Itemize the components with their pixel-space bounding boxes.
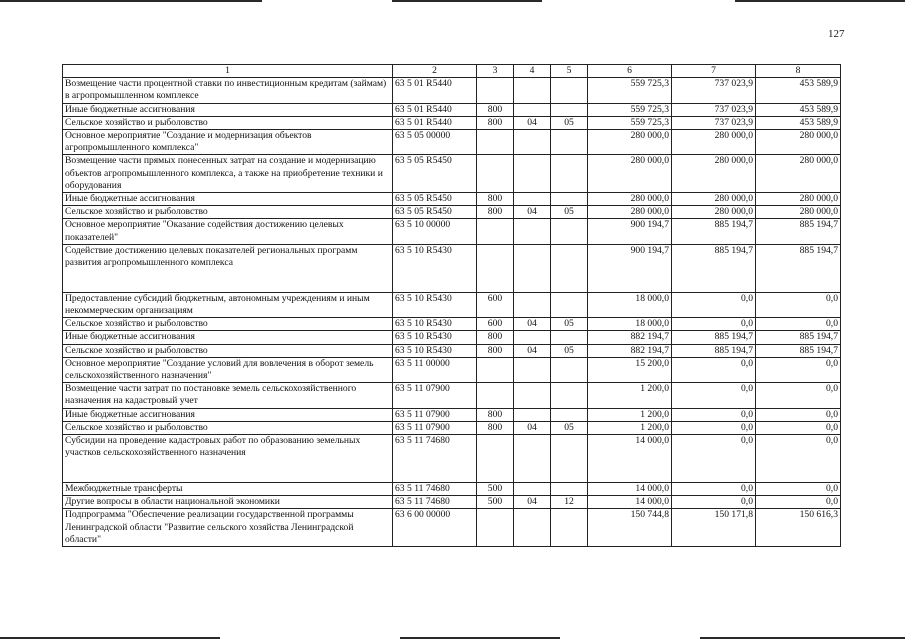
- row-section: [514, 435, 551, 483]
- row-amount-year2: 280 000,0: [672, 130, 756, 155]
- row-amount-year3: 885 194,7: [756, 331, 841, 344]
- row-section: [514, 331, 551, 344]
- row-amount-year3: 280 000,0: [756, 193, 841, 206]
- row-code: 63 5 05 00000: [393, 130, 477, 155]
- row-section: [514, 219, 551, 244]
- row-name: Сельское хозяйство и рыболовство: [63, 421, 393, 434]
- row-code: 63 5 05 R5450: [393, 193, 477, 206]
- row-amount-year1: 280 000,0: [588, 130, 672, 155]
- row-section: [514, 483, 551, 496]
- row-expense-type: [477, 244, 514, 292]
- row-section: 04: [514, 206, 551, 219]
- row-amount-year3: 453 589,9: [756, 116, 841, 129]
- row-code: 63 5 11 74680: [393, 435, 477, 483]
- row-amount-year1: 559 725,3: [588, 103, 672, 116]
- row-code: 63 5 10 R5430: [393, 344, 477, 357]
- table-row: [63, 78, 841, 103]
- row-name: Другие вопросы в области национальной экономики: [63, 496, 393, 509]
- row-expense-type: [477, 219, 514, 244]
- row-section: [514, 155, 551, 193]
- row-expense-type: 800: [477, 331, 514, 344]
- row-amount-year3: 150 616,3: [756, 509, 841, 547]
- row-expense-type: 800: [477, 116, 514, 129]
- row-code: 63 5 11 07900: [393, 421, 477, 434]
- table-row: [63, 483, 841, 496]
- row-amount-year1: 1 200,0: [588, 408, 672, 421]
- row-section: [514, 357, 551, 382]
- row-amount-year2: 885 194,7: [672, 344, 756, 357]
- row-subsection: [551, 193, 588, 206]
- row-code: 63 5 10 R5430: [393, 331, 477, 344]
- col-header-4: 4: [514, 65, 551, 78]
- scan-line-top-right: [735, 0, 905, 2]
- row-section: [514, 509, 551, 547]
- row-amount-year3: 0,0: [756, 383, 841, 408]
- row-name: Подпрограмма "Обеспечение реализации государственной программы Ленинградской области "Развитие сельского хозяйства Ленинградской области": [63, 509, 393, 547]
- row-subsection: [551, 331, 588, 344]
- row-name: Основное мероприятие "Создание и модернизация объектов агропромышленного комплекса": [63, 130, 393, 155]
- row-name: Иные бюджетные ассигнования: [63, 193, 393, 206]
- row-expense-type: 500: [477, 496, 514, 509]
- table-row: [63, 193, 841, 206]
- row-amount-year1: 1 200,0: [588, 383, 672, 408]
- row-subsection: [551, 78, 588, 103]
- row-amount-year2: 0,0: [672, 292, 756, 317]
- row-amount-year1: 280 000,0: [588, 206, 672, 219]
- row-amount-year1: 882 194,7: [588, 331, 672, 344]
- scan-line-bottom-mid: [400, 637, 560, 639]
- row-expense-type: [477, 130, 514, 155]
- row-name: Возмещение части прямых понесенных затрат на создание и модернизацию объектов агропромышленного комплекса, а также на приобретение техники и оборудования: [63, 155, 393, 193]
- row-amount-year3: 453 589,9: [756, 103, 841, 116]
- row-amount-year2: 280 000,0: [672, 206, 756, 219]
- row-subsection: [551, 103, 588, 116]
- row-amount-year2: 280 000,0: [672, 193, 756, 206]
- row-name: Сельское хозяйство и рыболовство: [63, 344, 393, 357]
- table-row: [63, 206, 841, 219]
- table-row: [63, 219, 841, 244]
- row-amount-year2: 0,0: [672, 421, 756, 434]
- row-name: Сельское хозяйство и рыболовство: [63, 116, 393, 129]
- col-header-1: 1: [63, 65, 393, 78]
- table-row: [63, 331, 841, 344]
- row-amount-year2: 0,0: [672, 383, 756, 408]
- row-code: 63 5 10 R5430: [393, 318, 477, 331]
- scan-line-bottom-left: [0, 637, 220, 639]
- table-row: [63, 292, 841, 317]
- row-section: [514, 292, 551, 317]
- row-amount-year1: 150 744,8: [588, 509, 672, 547]
- row-expense-type: [477, 383, 514, 408]
- row-amount-year2: 280 000,0: [672, 155, 756, 193]
- row-expense-type: 800: [477, 421, 514, 434]
- row-subsection: [551, 130, 588, 155]
- row-subsection: [551, 357, 588, 382]
- row-code: 63 5 05 R5450: [393, 155, 477, 193]
- row-code: 63 5 10 R5430: [393, 292, 477, 317]
- row-subsection: [551, 155, 588, 193]
- table-row: [63, 496, 841, 509]
- row-section: 04: [514, 116, 551, 129]
- row-amount-year3: 0,0: [756, 496, 841, 509]
- row-code: 63 5 11 07900: [393, 408, 477, 421]
- row-amount-year2: 0,0: [672, 357, 756, 382]
- row-amount-year1: 900 194,7: [588, 219, 672, 244]
- row-amount-year3: 0,0: [756, 292, 841, 317]
- scan-line-bottom-right: [700, 637, 905, 639]
- row-expense-type: [477, 155, 514, 193]
- row-code: 63 5 05 R5450: [393, 206, 477, 219]
- scan-line-top-left: [0, 0, 262, 2]
- row-name: Основное мероприятие "Оказание содействия достижению целевых показателей": [63, 219, 393, 244]
- row-code: 63 5 11 00000: [393, 357, 477, 382]
- row-code: 63 6 00 00000: [393, 509, 477, 547]
- row-amount-year3: 0,0: [756, 483, 841, 496]
- table-row: [63, 408, 841, 421]
- row-amount-year3: 885 194,7: [756, 244, 841, 292]
- row-amount-year3: 280 000,0: [756, 130, 841, 155]
- row-expense-type: [477, 509, 514, 547]
- row-section: 04: [514, 318, 551, 331]
- row-section: [514, 130, 551, 155]
- row-name: Сельское хозяйство и рыболовство: [63, 318, 393, 331]
- table-row: [63, 244, 841, 292]
- table-row: [63, 435, 841, 483]
- row-subsection: [551, 435, 588, 483]
- row-amount-year2: 150 171,8: [672, 509, 756, 547]
- row-expense-type: 800: [477, 408, 514, 421]
- row-amount-year1: 1 200,0: [588, 421, 672, 434]
- row-amount-year2: 885 194,7: [672, 244, 756, 292]
- row-amount-year3: 280 000,0: [756, 155, 841, 193]
- row-name: Предоставление субсидий бюджетным, автономным учреждениям и иным некоммерческим организациям: [63, 292, 393, 317]
- row-name: Возмещение части затрат по постановке земель сельскохозяйственного назначения на кадастровый учет: [63, 383, 393, 408]
- table-row: [63, 103, 841, 116]
- col-header-7: 7: [672, 65, 756, 78]
- row-expense-type: 800: [477, 103, 514, 116]
- row-expense-type: 500: [477, 483, 514, 496]
- row-amount-year3: 0,0: [756, 421, 841, 434]
- row-name: Сельское хозяйство и рыболовство: [63, 206, 393, 219]
- row-amount-year2: 885 194,7: [672, 219, 756, 244]
- col-header-8: 8: [756, 65, 841, 78]
- table-row: [63, 421, 841, 434]
- row-subsection: [551, 244, 588, 292]
- row-subsection: [551, 509, 588, 547]
- row-subsection: [551, 219, 588, 244]
- row-subsection: 05: [551, 421, 588, 434]
- row-section: [514, 383, 551, 408]
- row-amount-year3: 453 589,9: [756, 78, 841, 103]
- row-name: Иные бюджетные ассигнования: [63, 331, 393, 344]
- row-expense-type: 600: [477, 318, 514, 331]
- row-code: 63 5 10 R5430: [393, 244, 477, 292]
- row-expense-type: 800: [477, 344, 514, 357]
- row-subsection: [551, 292, 588, 317]
- row-subsection: 12: [551, 496, 588, 509]
- table-body: [63, 78, 841, 547]
- row-amount-year1: 14 000,0: [588, 496, 672, 509]
- row-amount-year1: 280 000,0: [588, 155, 672, 193]
- row-amount-year3: 0,0: [756, 408, 841, 421]
- row-name: Основное мероприятие "Создание условий для вовлечения в оборот земель сельскохозяйственного назначения": [63, 357, 393, 382]
- col-header-6: 6: [588, 65, 672, 78]
- row-expense-type: 800: [477, 193, 514, 206]
- row-amount-year3: 885 194,7: [756, 219, 841, 244]
- row-section: [514, 103, 551, 116]
- row-name: Иные бюджетные ассигнования: [63, 408, 393, 421]
- row-amount-year3: 0,0: [756, 435, 841, 483]
- row-subsection: [551, 383, 588, 408]
- row-amount-year1: 900 194,7: [588, 244, 672, 292]
- row-code: 63 5 01 R5440: [393, 116, 477, 129]
- row-amount-year3: 885 194,7: [756, 344, 841, 357]
- row-section: [514, 193, 551, 206]
- table-row: [63, 357, 841, 382]
- table-row: [63, 509, 841, 547]
- row-code: 63 5 01 R5440: [393, 103, 477, 116]
- row-amount-year2: 737 023,9: [672, 78, 756, 103]
- row-amount-year1: 15 200,0: [588, 357, 672, 382]
- row-amount-year1: 280 000,0: [588, 193, 672, 206]
- row-subsection: [551, 483, 588, 496]
- row-expense-type: [477, 78, 514, 103]
- table-row: [63, 318, 841, 331]
- row-amount-year2: 0,0: [672, 408, 756, 421]
- row-section: 04: [514, 421, 551, 434]
- table-row: [63, 383, 841, 408]
- row-name: Возмещение части процентной ставки по инвестиционным кредитам (займам) в агропромышленном комплексе: [63, 78, 393, 103]
- row-amount-year2: 0,0: [672, 483, 756, 496]
- row-amount-year3: 0,0: [756, 318, 841, 331]
- row-code: 63 5 11 07900: [393, 383, 477, 408]
- row-expense-type: [477, 357, 514, 382]
- table-header-row: [63, 65, 841, 78]
- row-name: Межбюджетные трансферты: [63, 483, 393, 496]
- row-section: 04: [514, 344, 551, 357]
- row-amount-year1: 559 725,3: [588, 116, 672, 129]
- row-amount-year1: 882 194,7: [588, 344, 672, 357]
- col-header-5: 5: [551, 65, 588, 78]
- table-row: [63, 116, 841, 129]
- row-name: Иные бюджетные ассигнования: [63, 103, 393, 116]
- page-number: 127: [828, 28, 845, 40]
- row-subsection: 05: [551, 344, 588, 357]
- row-section: [514, 244, 551, 292]
- row-amount-year1: 14 000,0: [588, 435, 672, 483]
- row-amount-year2: 885 194,7: [672, 331, 756, 344]
- row-amount-year3: 280 000,0: [756, 206, 841, 219]
- row-subsection: 05: [551, 116, 588, 129]
- row-code: 63 5 11 74680: [393, 496, 477, 509]
- row-expense-type: [477, 435, 514, 483]
- col-header-2: 2: [393, 65, 477, 78]
- row-amount-year1: 559 725,3: [588, 78, 672, 103]
- budget-table: [62, 64, 841, 547]
- row-amount-year3: 0,0: [756, 357, 841, 382]
- row-amount-year2: 737 023,9: [672, 103, 756, 116]
- row-name: Содействие достижению целевых показателей региональных программ развития агропромышленного комплекса: [63, 244, 393, 292]
- table-row: [63, 344, 841, 357]
- row-section: 04: [514, 496, 551, 509]
- scan-line-top-mid: [392, 0, 542, 2]
- row-name: Субсидии на проведение кадастровых работ по образованию земельных участков сельскохозяйственного назначения: [63, 435, 393, 483]
- col-header-3: 3: [477, 65, 514, 78]
- row-subsection: 05: [551, 206, 588, 219]
- row-amount-year1: 18 000,0: [588, 292, 672, 317]
- row-expense-type: 600: [477, 292, 514, 317]
- row-section: [514, 408, 551, 421]
- table-row: [63, 130, 841, 155]
- row-section: [514, 78, 551, 103]
- row-subsection: 05: [551, 318, 588, 331]
- row-code: 63 5 11 74680: [393, 483, 477, 496]
- row-amount-year2: 0,0: [672, 435, 756, 483]
- table-row: [63, 155, 841, 193]
- row-amount-year2: 737 023,9: [672, 116, 756, 129]
- row-expense-type: 800: [477, 206, 514, 219]
- row-subsection: [551, 408, 588, 421]
- row-amount-year2: 0,0: [672, 318, 756, 331]
- row-amount-year1: 18 000,0: [588, 318, 672, 331]
- row-amount-year2: 0,0: [672, 496, 756, 509]
- row-code: 63 5 01 R5440: [393, 78, 477, 103]
- row-code: 63 5 10 00000: [393, 219, 477, 244]
- row-amount-year1: 14 000,0: [588, 483, 672, 496]
